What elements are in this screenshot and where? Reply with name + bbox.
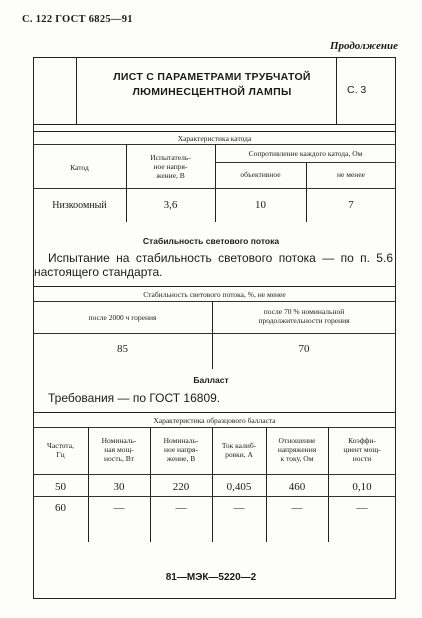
ballast-col-voltage-line2: ное напря-	[163, 445, 198, 454]
ballast-col-current	[212, 441, 266, 459]
table-cell: —	[356, 502, 368, 514]
col-resistance-header: Сопротивление каждого катода, Ом	[248, 149, 363, 158]
sheet-title-line1: ЛИСТ С ПАРАМЕТРАМИ ТРУБЧАТОЙ	[113, 71, 311, 83]
ballast-col-voltage	[150, 436, 212, 463]
flux-table-caption: Стабильность светового потока, %, не менее	[143, 290, 286, 299]
objective-value: 10	[255, 199, 266, 211]
sheet-page-number: С. 3	[347, 84, 367, 96]
flux-header-bottom	[33, 333, 396, 334]
ballast-col-power-factor	[328, 436, 396, 463]
voltage-value: 3,6	[163, 199, 178, 211]
ballast-col-ratio	[266, 436, 328, 463]
flux-section-title: Стабильность светового потока	[142, 236, 280, 246]
ballast-table-caption: Характеристика образцового балласта	[153, 416, 276, 425]
table-cell: 60	[55, 502, 66, 514]
cathode-table-top	[33, 131, 396, 132]
table-cell: 0,10	[352, 481, 372, 493]
flux-2000-value: 85	[117, 343, 128, 355]
ballast-col-power-line1: Номиналь-	[101, 436, 137, 445]
ballast-col-power-line2: ная мощ-	[104, 445, 134, 454]
resistance-subheader-line	[215, 162, 396, 163]
ballast-header-bottom	[33, 474, 396, 475]
ballast-text: Требования — по ГОСТ 16809.	[48, 391, 221, 405]
col-voltage-line2: ное напря-	[153, 162, 188, 171]
title-right-divider	[336, 57, 337, 124]
ballast-col-frequency	[33, 441, 88, 459]
table-cell: —	[291, 502, 303, 514]
title-bottom-line	[33, 124, 396, 125]
frame-top-line	[33, 57, 396, 58]
flux-col-70-header	[212, 307, 396, 325]
flux-col-70-line2: продолжительности горения	[258, 316, 350, 325]
ballast-row-divider	[33, 496, 396, 497]
page-header-left: С. 122 ГОСТ 6825—91	[22, 14, 133, 25]
cathode-table-caption: Характеристика катода	[177, 134, 252, 143]
ballast-col-current-line2: ровки, А	[225, 450, 253, 459]
flux-70-value: 70	[298, 343, 310, 355]
cathode-header-bottom	[33, 188, 396, 189]
continuation-label: Продолжение	[329, 40, 398, 52]
col-voltage-line1: Испытатель-	[150, 153, 191, 162]
ballast-col-frequency-line2: Гц	[56, 450, 65, 459]
flux-text-line1: Испытание на стабильность светового потока — по п. 5.6	[48, 251, 393, 265]
ballast-col-power	[88, 436, 150, 463]
flux-caption-line	[33, 301, 396, 302]
ballast-col-voltage-line1: Номиналь-	[163, 436, 199, 445]
ballast-col-pf-line3: ности	[352, 454, 372, 463]
col-objective-header: объективное	[240, 170, 281, 179]
table-cell: 0,405	[226, 481, 252, 493]
col-min-header: не менее	[337, 170, 365, 179]
ballast-col-voltage-line3: жение, В	[166, 454, 196, 463]
ballast-col-pf-line1: Коэффи-	[348, 436, 376, 445]
ballast-col-pf-line2: циент мощ-	[343, 445, 381, 454]
flux-table-top	[33, 286, 396, 287]
table-cell: 30	[113, 481, 125, 493]
sheet-title-line2: ЛЮМИНЕСЦЕНТНОЙ ЛАМПЫ	[132, 86, 292, 98]
table-cell: 220	[172, 481, 190, 493]
ballast-table-top	[33, 412, 396, 413]
table-cell: —	[233, 502, 245, 514]
ballast-col-ratio-line1: Отношение	[278, 436, 316, 445]
ballast-col-ratio-line2: напряжения	[277, 445, 317, 454]
ballast-section-title: Балласт	[193, 375, 229, 385]
table-cell: —	[175, 502, 187, 514]
ballast-col-power-line3: ность, Вт	[103, 454, 134, 463]
col-voltage-header	[126, 153, 215, 180]
ballast-col-current-line1: Ток калиб-	[221, 441, 257, 450]
col-voltage-line3: жение, В	[156, 171, 185, 180]
ballast-col-frequency-line1: Частота,	[47, 441, 74, 450]
page-footer-code: 81—МЭК—5220—2	[165, 572, 257, 583]
col-cathode-header: Катод	[70, 163, 89, 172]
table-cell: 460	[288, 481, 306, 493]
flux-col-2000-header: после 2000 ч горения	[88, 313, 157, 322]
flux-col-70-line1: после 70 % номинальной	[263, 307, 345, 316]
flux-text-line2: настоящего стандарта.	[34, 265, 163, 279]
table-cell: —	[113, 502, 125, 514]
table-cell: 50	[55, 481, 66, 493]
min-value: 7	[348, 199, 354, 211]
sheet-title	[88, 70, 336, 100]
ballast-col-ratio-line3: к току, Ом	[280, 454, 314, 463]
cathode-type-value: Низкоомный	[52, 200, 107, 211]
title-left-divider	[76, 57, 77, 124]
